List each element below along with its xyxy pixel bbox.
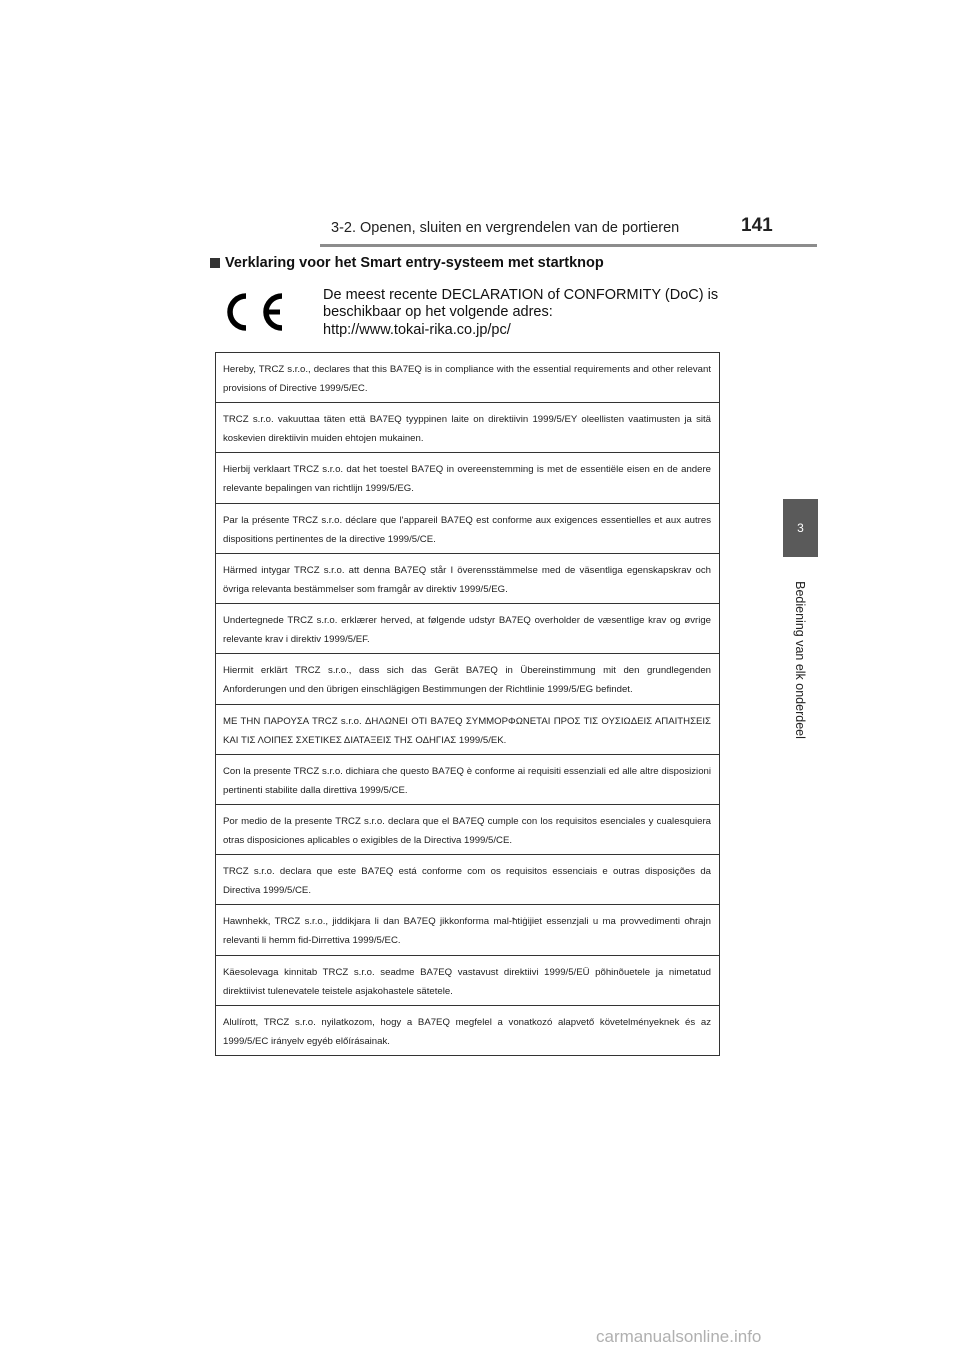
- square-bullet-icon: [210, 258, 220, 268]
- declaration-row-et: Käesolevaga kinnitab TRCZ s.r.o. seadme BA7EQ vastavust direktiivi 1999/5/EÜ põhinõuetele ja nimetatud direktiivist tulenevatele teistele asjakohastele sätetele.: [216, 956, 719, 1006]
- declaration-row-fi: TRCZ s.r.o. vakuuttaa täten että BA7EQ tyyppinen laite on direktiivin 1999/5/EY oleellisten vaatimusten ja sitä koskevien direktiivin muiden ehtojen mukainen.: [216, 403, 719, 453]
- page-number: 141: [741, 215, 773, 236]
- declaration-row-fr: Par la présente TRCZ s.r.o. déclare que l'appareil BA7EQ est conforme aux exigences essentielles et aux autres dispositions pertinentes de la directive 1999/5/CE.: [216, 504, 719, 554]
- header-chapter-title: 3-2. Openen, sluiten en vergrendelen van de portieren: [331, 220, 680, 236]
- declaration-row-el: ΜΕ ΤΗΝ ΠΑΡΟΥΣΑ TRCZ s.r.o. ΔΗΛΩΝΕΙ ΟΤΙ BA7EQ ΣΥΜΜΟΡΦΩΝΕΤΑΙ ΠΡΟΣ ΤΙΣ ΟΥΣΙΩΔΕΙΣ ΑΠΑΙΤΗΣΕΙΣ ΚΑΙ ΤΙΣ ΛΟΙΠΕΣ ΣΧΕΤΙΚΕΣ ΔΙΑΤΑΞΕΙΣ ΤΗΣ ΟΔΗΓΙΑΣ 1999/5/ΕΚ.: [216, 705, 719, 755]
- chapter-number: 3: [797, 521, 804, 535]
- watermark: carmanualsonline.info: [596, 1327, 762, 1346]
- declaration-row-en: Hereby, TRCZ s.r.o., declares that this BA7EQ is in compliance with the essential requirements and other relevant provisions of Directive 1999/5/EC.: [216, 353, 719, 403]
- declaration-row-sv: Härmed intygar TRCZ s.r.o. att denna BA7EQ står I överensstämmelse med de väsentliga egenskapskrav och övriga relevanta bestämmelser som framgår av direktiv 1999/5/EG.: [216, 554, 719, 604]
- declaration-table: [215, 352, 720, 1056]
- declaration-row-pt: TRCZ s.r.o. declara que este BA7EQ está conforme com os requisitos essenciais e outras disposições da Directiva 1999/5/CE.: [216, 855, 719, 905]
- declaration-row-de: Hiermit erklärt TRCZ s.r.o., dass sich das Gerät BA7EQ in Übereinstimmung mit den grundlegenden Anforderungen und den übrigen einschlägigen Bestimmungen der Richtlinie 1999/5/EG befindet.: [216, 654, 719, 704]
- ce-mark-icon: [222, 289, 284, 340]
- chapter-side-tab: [783, 499, 818, 557]
- section-heading-text: Verklaring voor het Smart entry-systeem met startknop: [225, 255, 604, 271]
- declaration-row-mt: Hawnhekk, TRCZ s.r.o., jiddikjara li dan BA7EQ jikkonforma mal-ħtiġijiet essenzjali u ma provvedimenti oħrajn relevanti li hemm fid-Dirrettiva 1999/5/EC.: [216, 905, 719, 955]
- chapter-side-label: Bediening van elk onderdeel: [793, 581, 807, 739]
- declaration-row-hu: Alulírott, TRCZ s.r.o. nyilatkozom, hogy a BA7EQ megfelel a vonatkozó alapvető követelményeknek és az 1999/5/EC irányelv egyéb előírásainak.: [223, 1016, 711, 1047]
- declaration-row-it: Con la presente TRCZ s.r.o. dichiara che questo BA7EQ è conforme ai requisiti essenziali ed alle altre disposizioni pertinenti stabilite dalla direttiva 1999/5/CE.: [216, 755, 719, 805]
- declaration-row-da: Undertegnede TRCZ s.r.o. erklærer herved, at følgende udstyr BA7EQ overholder de væsentlige krav og øvrige relevante krav i direktiv 1999/5/EF.: [216, 604, 719, 654]
- declaration-row-es: Por medio de la presente TRCZ s.r.o. declara que el BA7EQ cumple con los requisitos esenciales y cualesquiera otras disposiciones aplicables o exigibles de la Directiva 1999/5/CE.: [216, 805, 719, 855]
- section-heading: [210, 255, 604, 271]
- header-rule: [320, 244, 817, 247]
- doc-url-link[interactable]: http://www.tokai-rika.co.jp/pc/: [323, 322, 511, 338]
- declaration-row-nl: Hierbij verklaart TRCZ s.r.o. dat het toestel BA7EQ in overeenstemming is met de essentiële eisen en de andere relevante bepalingen van richtlijn 1999/5/EG.: [216, 453, 719, 503]
- doc-notice-text: De meest recente DECLARATION of CONFORMITY (DoC) is beschikbaar op het volgende adres:: [323, 287, 719, 320]
